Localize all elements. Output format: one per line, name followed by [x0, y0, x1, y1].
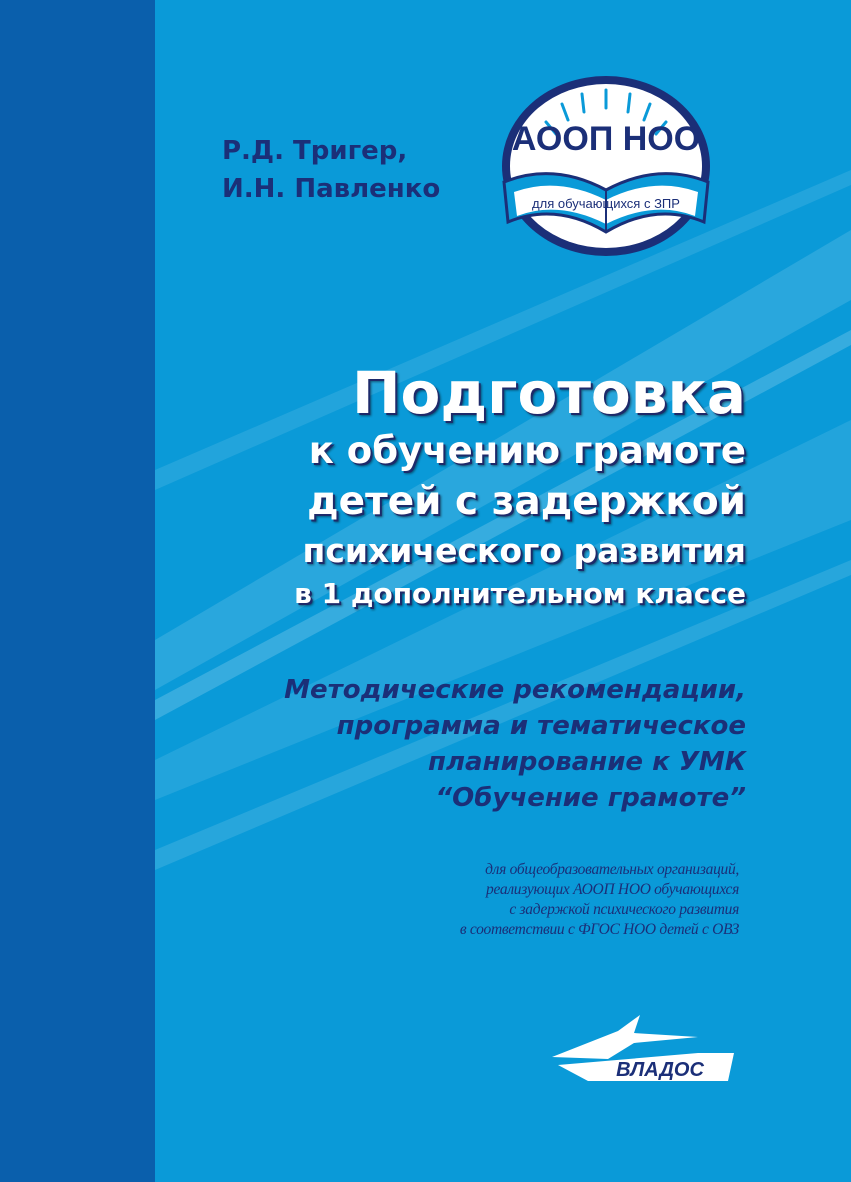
subtitle-line-4: “Обучение грамоте” — [435, 783, 746, 813]
audience-line-3: с задержкой психического развития — [509, 901, 739, 918]
audience-line-4: в соответствии с ФГОС НОО детей с ОВЗ — [459, 921, 739, 938]
authors — [222, 132, 440, 208]
audience-line-2: реализующих АООП НОО обучающихся — [486, 881, 739, 898]
publisher-logo — [548, 1013, 738, 1083]
book-subtitle — [284, 672, 746, 816]
subtitle-line-2: программа и тематическое — [336, 711, 746, 741]
aoop-noo-badge — [484, 70, 734, 270]
cover-spine-strip — [0, 0, 155, 1182]
badge-title: АООП НОО — [511, 120, 701, 158]
author-2: И.Н. Павленко — [222, 174, 441, 204]
title-line-4: психического развития — [302, 531, 746, 570]
subtitle-line-1: Методические рекомендации, — [284, 675, 746, 705]
title-line-1: Подготовка — [351, 359, 746, 427]
subtitle-line-3: планирование к УМК — [428, 747, 746, 777]
audience-note — [460, 860, 739, 940]
author-1: Р.Д. Тригер, — [222, 136, 408, 166]
title-line-2: к обучению грамоте — [308, 429, 746, 472]
book-title — [294, 360, 746, 614]
badge-subtitle: для обучающихся с ЗПР — [532, 196, 680, 211]
audience-line-1: для общеобразовательных организаций, — [485, 861, 739, 878]
title-line-3: детей с задержкой — [307, 479, 746, 524]
title-line-5: в 1 дополнительном классе — [294, 577, 746, 610]
publisher-name: ВЛАДОС — [616, 1059, 704, 1081]
